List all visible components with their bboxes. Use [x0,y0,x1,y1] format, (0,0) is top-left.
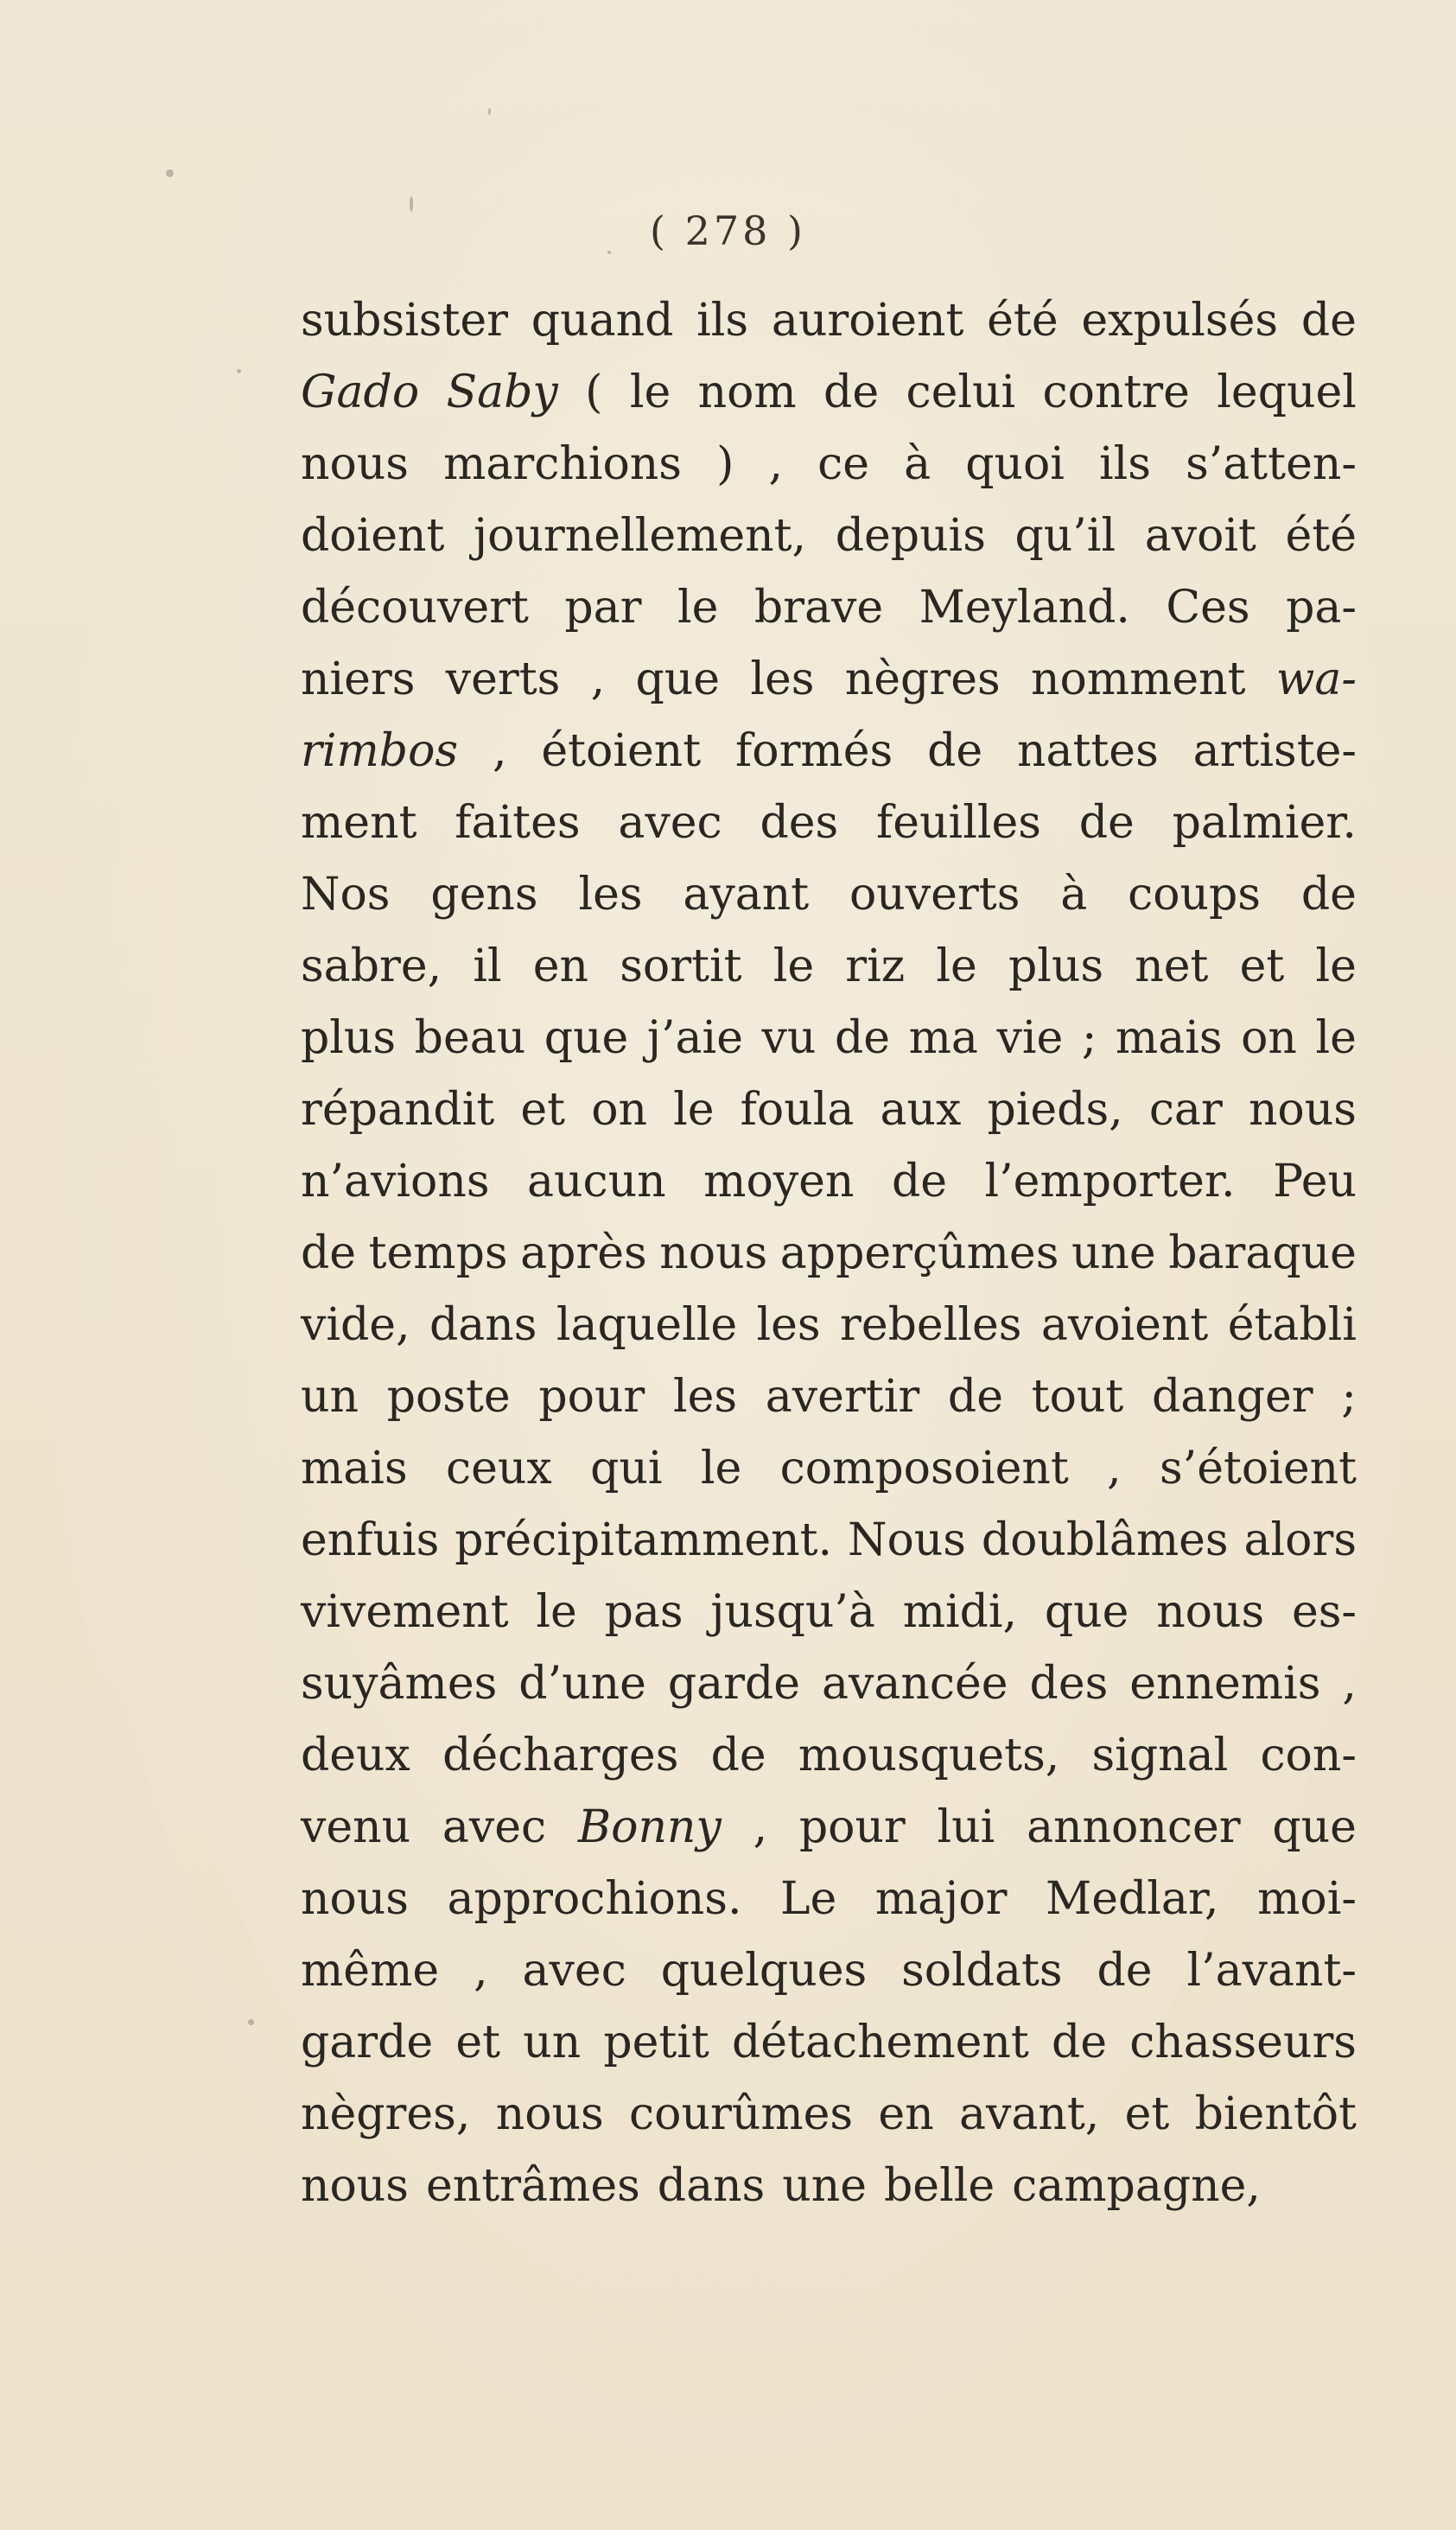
text-line [301,572,1357,644]
word: Ces [1166,582,1250,634]
word: Nos [301,869,391,921]
word: verts [445,653,561,705]
word: contre [1042,366,1190,418]
word: sabre, [301,940,442,992]
word: , [1107,1443,1122,1494]
word: ils [696,295,749,347]
word: nous [1248,1084,1357,1136]
word: ma [908,1012,978,1064]
word: de [947,1371,1003,1423]
word: ment [301,797,417,849]
paper-speck [237,369,241,373]
word: et [455,2017,501,2068]
word: avancée [822,1658,1008,1710]
paper-speck [488,108,491,115]
word: une [1071,1227,1156,1279]
word: net [1135,940,1209,992]
text-line [301,1218,1357,1290]
text-line [301,429,1357,500]
word: été [1285,510,1357,562]
text-line [301,1577,1357,1648]
word: on [1241,1012,1297,1064]
word: entrâmes [425,2160,640,2212]
text-line [301,500,1357,572]
word: le [673,1084,715,1136]
word: beau [414,1012,526,1064]
word: Saby [446,366,558,418]
word: signal [1091,1730,1229,1781]
word: faites [455,797,581,849]
word: j’aie [646,1012,743,1064]
word: de [834,1012,891,1064]
word: le [773,940,815,992]
word: une [782,2160,868,2212]
word: nous [301,2160,409,2212]
word: Meyland. [919,582,1130,634]
word: mais [301,1443,408,1494]
word: les [750,653,815,705]
word: ( [585,366,603,418]
word: de [1051,2017,1108,2068]
word: de [823,366,880,418]
word: aucun [527,1156,666,1208]
word: expulsés [1081,295,1279,347]
word: baraque [1168,1227,1357,1279]
word: que [1272,1801,1357,1853]
word: ) [716,438,734,490]
word: le [1315,1012,1357,1064]
text-line [301,931,1357,1003]
word: ; [1081,1012,1097,1064]
word: ceux [446,1443,552,1494]
word: avec [522,1945,626,1997]
word: sortit [620,940,742,992]
text-line [301,1003,1357,1074]
word: artiste- [1192,725,1357,777]
word: plus [1008,940,1104,992]
word: enfuis [301,1514,440,1566]
word: répandit [301,1084,495,1136]
word: bientôt [1194,2088,1357,2140]
word: de [1078,797,1135,849]
text-line [301,1935,1357,2007]
word: à [1060,869,1088,921]
word: s’atten- [1186,438,1357,490]
body-text [301,285,1357,2222]
word: venu [301,1801,411,1853]
word: on [591,1084,647,1136]
word: dans [657,2160,766,2212]
word: le [936,940,977,992]
word: à [904,438,931,490]
word: Nous [847,1514,966,1566]
word: même [301,1945,440,1997]
word: annoncer [1027,1801,1241,1853]
word: ce [817,438,869,490]
word: campagne, [1012,2160,1261,2212]
word: le [1315,940,1357,992]
word: tout [1031,1371,1124,1423]
word: été [987,295,1059,347]
word: aux [880,1084,962,1136]
word: des [1029,1658,1109,1710]
word: de [1300,295,1357,347]
word: journellement, [474,510,807,562]
word: détachement [731,2017,1029,2068]
text-line [301,859,1357,931]
text-line [301,716,1357,787]
word: garde [667,1658,801,1710]
word: car [1148,1084,1223,1136]
word: précipitamment. [455,1514,833,1566]
word: avertir [765,1371,920,1423]
word: doublâmes [981,1514,1229,1566]
word: marchions [443,438,682,490]
word: de [891,1156,947,1208]
word: que [1044,1586,1129,1638]
word: ; [1341,1371,1357,1423]
word: il [473,940,502,992]
text-line [301,1290,1357,1361]
word: riz [845,940,906,992]
word: brave [753,582,884,634]
word: nègres, [301,2088,471,2140]
word: Gado [301,366,420,418]
word: feuilles [876,797,1041,849]
word: Bonny [577,1801,722,1853]
word: , [1342,1658,1357,1710]
page-number: ( 278 ) [650,207,806,254]
word: que [544,1012,629,1064]
word: des [760,797,839,849]
word: major [874,1873,1008,1925]
word: de [1300,869,1357,921]
word: de [301,1227,357,1279]
word: con- [1260,1730,1357,1781]
word: nous [659,1227,768,1279]
word: et [1124,2088,1170,2140]
word: suyâmes [301,1658,498,1710]
word: pas [604,1586,683,1638]
word: plus [301,1012,397,1064]
word: ayant [683,869,810,921]
word: laquelle [556,1299,738,1351]
word: coups [1128,869,1261,921]
text-line [301,2151,1357,2222]
word: et [520,1084,566,1136]
word: le [536,1586,577,1638]
word: le [700,1443,742,1494]
word: après [520,1227,647,1279]
word: auroient [771,295,964,347]
word: gens [430,869,538,921]
text-line [301,2007,1357,2079]
word: temps [368,1227,508,1279]
text-line [301,644,1357,716]
word: décharges [442,1730,679,1781]
word: garde [301,2017,434,2068]
word: chasseurs [1129,2017,1357,2068]
word: les [673,1371,738,1423]
word: vide, [301,1299,410,1351]
word: palmier. [1172,797,1357,849]
word: moyen [703,1156,855,1208]
word: wa- [1275,653,1357,705]
paper-speck [166,169,174,177]
text-line [301,285,1357,357]
word: vie [996,1012,1064,1064]
word: découvert [301,582,529,634]
word: nom [697,366,797,418]
word: mousquets, [798,1730,1060,1781]
word: vu [761,1012,817,1064]
text-line [301,787,1357,859]
word: rimbos [301,725,459,777]
word: foula [740,1084,855,1136]
word: doient [301,510,445,562]
word: l’emporter. [984,1156,1236,1208]
word: nous [301,1873,409,1925]
word: , [590,653,606,705]
word: et [1239,940,1285,992]
word: celui [906,366,1016,418]
word: nous [1156,1586,1265,1638]
text-line [301,1146,1357,1218]
word: quelques [660,1945,868,1997]
word: apperçûmes [779,1227,1059,1279]
word: un [523,2017,582,2068]
word: pieds, [987,1084,1123,1136]
word: pa- [1286,582,1357,634]
text-line [301,357,1357,429]
word: poste [386,1371,511,1423]
word: les [756,1299,821,1351]
word: étoient [541,725,702,777]
word: l’avant- [1186,1945,1357,1997]
word: alors [1243,1514,1357,1566]
word: composoient [779,1443,1069,1494]
word: qui [590,1443,663,1494]
word: les [578,869,643,921]
paper-speck [248,2019,254,2025]
word: lequel [1217,366,1357,418]
word: nattes [1017,725,1159,777]
word: subsister [301,295,508,347]
word: quand [531,295,674,347]
word: en [878,2088,934,2140]
word: niers [301,653,416,705]
word: moi- [1257,1873,1357,1925]
text-line [301,1864,1357,1935]
word: , [474,1945,488,1997]
text-line [301,1720,1357,1792]
word: de [710,1730,766,1781]
word: n’avions [301,1156,490,1208]
word: , [753,1801,768,1853]
word: que [635,653,721,705]
word: nomment [1030,653,1246,705]
word: qu’il [1014,510,1116,562]
word: par [564,582,642,634]
word: petit [603,2017,709,2068]
word: courûmes [629,2088,854,2140]
word: approchions. [447,1873,742,1925]
word: deux [301,1730,410,1781]
text-line [301,1505,1357,1577]
word: s’étoient [1160,1443,1357,1494]
text-line [301,1792,1357,1864]
word: lui [937,1801,995,1853]
text-line [301,1361,1357,1433]
paper-speck [607,251,611,254]
word: rebelles [840,1299,1022,1351]
word: Peu [1273,1156,1357,1208]
word: nous [301,438,409,490]
word: d’une [518,1658,646,1710]
word: depuis [835,510,986,562]
word: avant, [959,2088,1100,2140]
word: , [768,438,783,490]
text-line [301,1074,1357,1146]
word: quoi [965,438,1065,490]
word: le [677,582,719,634]
word: de [927,725,983,777]
word: avec [618,797,722,849]
word: es- [1291,1586,1357,1638]
word: Le [780,1873,837,1925]
word: avec [442,1801,547,1853]
text-line [301,1433,1357,1505]
word: Medlar, [1045,1873,1219,1925]
word: mais [1115,1012,1223,1064]
word: nègres [844,653,1001,705]
word: pour [538,1371,645,1423]
word: avoient [1040,1299,1209,1351]
word: jusqu’à [710,1586,875,1638]
word: formés [735,725,893,777]
word: dans [429,1299,537,1351]
word: un [301,1371,359,1423]
word: pour [798,1801,906,1853]
word: établi [1227,1299,1357,1351]
paper-speck [410,196,413,212]
word: le [629,366,671,418]
text-line [301,1648,1357,1720]
word: en [532,940,589,992]
word: nous [495,2088,604,2140]
word: ils [1099,438,1151,490]
word: ouverts [849,869,1020,921]
word: ennemis [1129,1658,1321,1710]
word: vivement [301,1586,509,1638]
word: midi, [902,1586,1018,1638]
word: danger [1151,1371,1313,1423]
word: avoit [1144,510,1256,562]
word: de [1097,1945,1153,1997]
text-line [301,2079,1357,2151]
word: , [492,725,507,777]
word: soldats [901,1945,1063,1997]
word: belle [884,2160,995,2212]
